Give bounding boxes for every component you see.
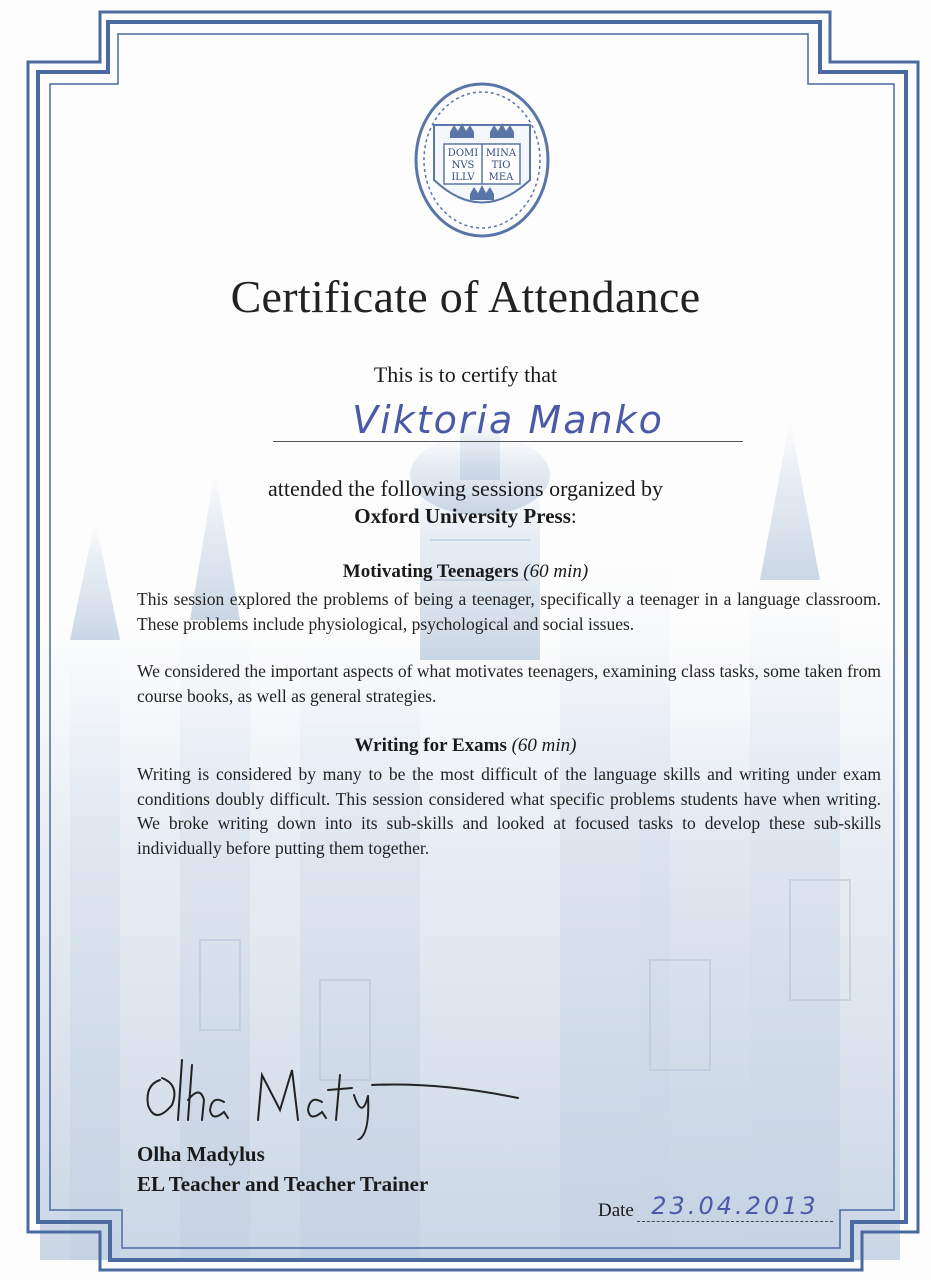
crest-text-5: TIO [491, 160, 511, 171]
recipient-name: Viktoria Manko [352, 398, 664, 442]
recipient-name-line [273, 441, 743, 442]
session-1-name: Motivating Teenagers [342, 561, 519, 582]
oxford-crest-logo [412, 80, 552, 240]
session-1-paragraph-1: This session explored the problems of being a teenager, specifically a teenager in a language classroom. These problems include physiological, psychological and social issues. [137, 589, 881, 634]
session-title-2 [0, 735, 931, 757]
date-label: Date [598, 1200, 634, 1221]
certificate-title: Certificate of Attendance [230, 271, 701, 322]
organizer-name: Oxford University Press [354, 504, 571, 528]
signature-image [140, 1040, 520, 1140]
crest-text-4: MINA [485, 148, 517, 159]
session-2-name: Writing for Exams [354, 735, 507, 756]
crest-text-1: DOMI [447, 148, 479, 159]
crest-text-2: NVS [451, 160, 475, 171]
certify-intro-text: This is to certify that [373, 362, 558, 387]
crest-text-6: MEA [488, 172, 514, 183]
session-2-duration: (60 min) [511, 735, 577, 756]
attended-text: attended the following sessions organized by [268, 476, 663, 501]
organizer-line [0, 504, 931, 529]
crest-text-3: ILLV [451, 172, 475, 183]
date-line [637, 1221, 833, 1222]
date-value: 23.04.2013 [651, 1192, 819, 1220]
session-title-1 [0, 561, 931, 583]
session-2-paragraph-1: Writing is considered by many to be the most difficult of the language skills and writing under exam conditions doubly difficult. This session considered what specific problems students have when writing. We broke writing down into its sub-skills and looked at focused tasks to develop these sub-skills individually before putting them together. [137, 764, 881, 858]
organizer-suffix: : [570, 504, 577, 528]
session-1-duration: (60 min) [523, 561, 589, 582]
signatory-role: EL Teacher and Teacher Trainer [137, 1172, 429, 1196]
session-1-paragraph-2: We considered the important aspects of what motivates teenagers, examining class tasks, some taken from course books, as well as general strategies. [137, 661, 881, 706]
signatory-name: Olha Madylus [137, 1142, 265, 1166]
